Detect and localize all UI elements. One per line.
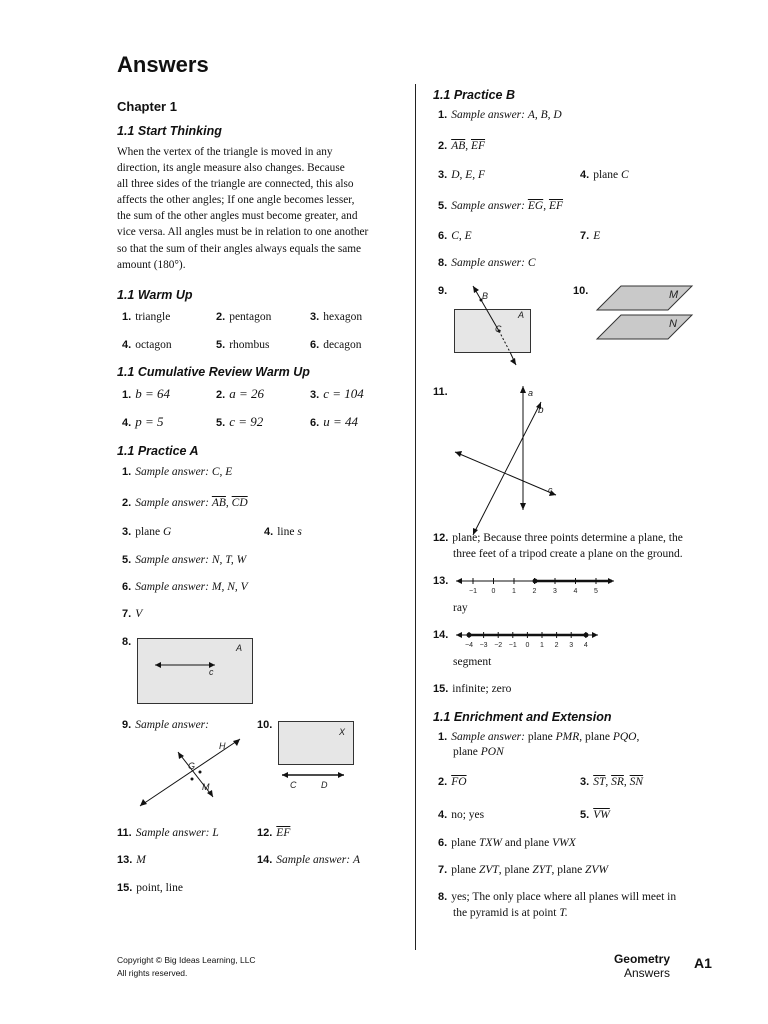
tick-label: 1 [540,642,544,649]
answer-item: 2. Sample answer: $\overline{AB}$, $\overline{CD}$ [122,497,248,509]
answer-item: 7. E [580,230,601,242]
tick-label: 4 [583,642,588,649]
answer-item-continuation: the pyramid is at point T. [453,907,568,919]
tick-label: −2 [494,642,503,649]
answer-item: 1. triangle [122,311,171,323]
answer-item: 3. c = 104 [310,386,364,401]
answer-item: 9. [438,285,448,297]
answer-item: 15. point, line [117,882,183,894]
section-heading-start-thinking: 1.1 Start Thinking [117,124,222,138]
answer-item-continuation: plane PON [453,746,504,758]
page-number: A1 [694,955,712,971]
text-line: the sum of the other angles must become greater, and [117,210,358,223]
answer-item: 6. u = 44 [310,414,358,429]
answer-item: 6. Sample answer: M, N, V [122,581,248,593]
answer-item: 8. Sample answer: C [438,257,536,269]
copyright-text: Copyright © Big Ideas Learning, LLC [117,955,256,965]
answer-item: 5. Sample answer: N, T, W [122,554,247,566]
answer-item: 3. plane G [122,526,172,538]
answer-item: 6. C, E [438,230,472,242]
line-label: c [209,667,214,677]
section-heading-cumulative-review: 1.1 Cumulative Review Warm Up [117,365,310,379]
footer-section: Answers [623,966,670,980]
answer-item: 5. c = 92 [216,414,264,429]
tick-label: 2 [554,642,559,649]
answer-item: 1. b = 64 [122,386,170,401]
section-heading-warm-up: 1.1 Warm Up [117,288,193,302]
answer-item: 11. Sample answer: L [117,827,219,839]
tick-label: 2 [532,588,537,595]
answer-item: 2. a = 26 [216,386,264,401]
footer-subject: Geometry [613,952,670,966]
tick-label: −1 [508,642,517,649]
answer-item-continuation: three feet of a tripod create a plane on the ground. [453,548,683,560]
point-label: M [202,782,210,792]
section-heading-practice-a: 1.1 Practice A [117,444,199,458]
text-line: When the vertex of the triangle is moved in any [117,146,333,158]
answer-item: 1. Sample answer: C, E [122,466,233,478]
answer-item: 10. [257,719,273,731]
answer-item: 4. no; yes [438,809,485,821]
text-line: vice versa. All angles must be in relation to one another [117,226,369,239]
chapter-heading: Chapter 1 [117,99,177,114]
answer-item: 7. V [122,608,143,620]
answer-item: 3. hexagon [310,311,363,323]
text-line: amount (180°). [117,258,186,271]
answer-item: 15. infinite; zero [433,683,512,695]
tick-label: −1 [469,588,477,595]
answer-item: 13. M [117,854,146,866]
section-heading-practice-b: 1.1 Practice B [433,88,515,102]
plane-label: M [669,289,679,301]
answer-item: 5. $\overline{VW}$ [580,809,610,821]
answer-item: 12. plane; Because three points determine a plane, the [433,532,683,544]
answer-item: 5. Sample answer: $\overline{EG}$, $\overline{EF}$ [438,200,564,212]
text-line: affects the other angles; If one angle becomes lesser, [117,194,355,207]
line-label: b [538,405,544,416]
section-heading-enrichment: 1.1 Enrichment and Extension [433,710,612,724]
tick-label: −4 [465,642,473,649]
answer-text: ray [453,602,468,614]
answer-item: 2. $\overline{AB}$, $\overline{EF}$ [438,140,486,152]
answer-item: 2. pentagon [216,311,272,323]
answer-item: 4. octagon [122,339,172,351]
text-line: so that the sum of their angles always equals the same [117,242,362,255]
tick-label: 3 [569,642,574,649]
answer-item: 4. plane C [580,169,629,181]
answer-item: 6. plane TXW and plane VWX [438,837,576,849]
answer-item: 11. [433,386,448,398]
answer-item: 3. $\overline{ST}$, $\overline{SR}$, $\overline{SN}$ [580,776,644,788]
answer-item: 3. D, E, F [438,169,486,181]
point-label: G [188,761,196,771]
line-label: c [548,485,553,495]
text-line: direction, its angle measure also changes. Because [117,162,345,175]
answer-item: 8. [122,636,132,648]
answer-item: 6. decagon [310,339,362,351]
point-label: H [219,741,226,751]
page-title: Answers [117,52,209,77]
answer-item: 1. Sample answer: A, B, D [438,109,562,121]
point-label: A [236,643,243,653]
answer-item: 5. rhombus [216,339,270,351]
rights-text: All rights reserved. [117,968,188,978]
text-line: all three sides of the triangle are connected, this also [117,178,354,191]
answer-item: 7. plane ZVT, plane ZYT, plane ZVW [438,864,609,876]
tick-label: −3 [479,642,488,649]
tick-label: 3 [553,588,557,595]
answer-item: 2. $\overline{FO}$ [438,776,467,788]
answer-item: 8. yes; The only place where all planes will meet in [438,891,677,903]
answer-item: 14. [433,629,449,641]
point-label: C [495,324,502,334]
answer-item: 4. line s [264,526,302,538]
answer-item: 10. [573,285,589,297]
answer-item: 12. $\overline{EF}$ [257,827,291,839]
line-label: a [528,388,534,398]
answer-text: segment [453,656,492,668]
answer-item: 14. Sample answer: A [257,854,360,866]
point-label: D [321,780,328,790]
point-label: X [339,727,346,737]
answer-item: 13. [433,575,449,587]
tick-label: 0 [491,588,496,595]
tick-label: 4 [573,588,578,595]
answer-item: 1. Sample answer: plane PMR, plane PQO, [438,731,640,743]
tick-label: 5 [594,588,598,595]
tick-label: 1 [512,588,516,595]
point-label: B [482,291,489,301]
footer-copyright [117,954,256,980]
point-label: A [518,310,525,320]
point-label: C [290,780,297,790]
plane-label: N [669,318,677,330]
answer-item: 4. p = 5 [122,414,164,429]
tick-label: 0 [525,642,530,649]
answer-item: 9. Sample answer: [122,719,209,731]
